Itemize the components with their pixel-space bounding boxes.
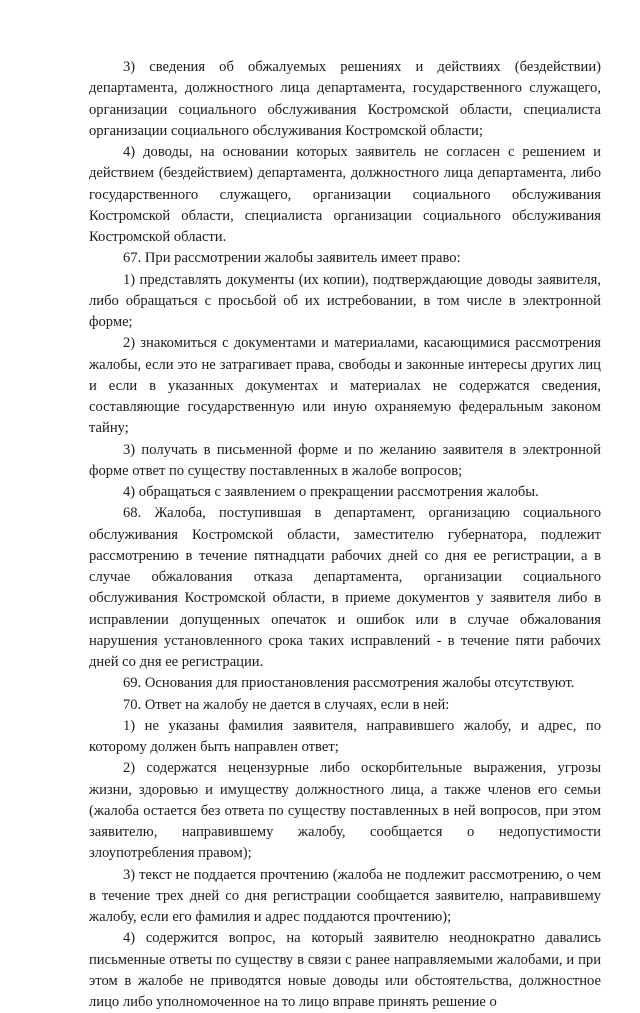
document-body xyxy=(89,57,601,1013)
paragraph-67-item-1: 1) представлять документы (их копии), подтверждающие доводы заявителя, либо обращаться с просьбой об их истребовании, в том числе в электронной форме; xyxy=(89,271,601,330)
paragraph-70-heading: 70. Ответ на жалобу не дается в случаях, если в ней: xyxy=(123,696,450,713)
paragraph-70-item-1: 1) не указаны фамилия заявителя, направившего жалобу, и адрес, по которому должен быть направлен ответ; xyxy=(89,717,601,755)
paragraph-67-heading: 67. При рассмотрении жалобы заявитель имеет право: xyxy=(123,250,461,267)
paragraph-66-item-4: 4) доводы, на основании которых заявитель не согласен с решением и действием (бездействием) департамента, должностного лица департамента, либо государственного служащего, организации социального обслуживания Костромской области, специалиста организации социального обслуживания Костромской области. xyxy=(89,144,601,245)
paragraph-70-item-2: 2) содержатся нецензурные либо оскорбительные выражения, угрозы жизни, здоровью и имуществу должностного лица, а также членов его семьи (жалоба остается без ответа по существу поставленных в ней вопросов, при этом заявителю, направившему жалобу, сообщается о недопустимости злоупотребления правом); xyxy=(89,760,601,862)
paragraph-70-item-3: 3) текст не поддается прочтению (жалоба не подлежит рассмотрению, о чем в течение трех дней со дня регистрации сообщается заявителю, направившему жалобу, если его фамилия и адрес поддаются прочтению); xyxy=(89,866,601,925)
paragraph-69: 69. Основания для приостановления рассмотрения жалобы отсутствуют. xyxy=(123,675,575,692)
paragraph-67-item-3: 3) получать в письменной форме и по желанию заявителя в электронной форме ответ по существу поставленных в жалобе вопросов; xyxy=(89,441,601,479)
paragraph-70-item-4: 4) содержится вопрос, на который заявителю неоднократно давались письменные ответы по существу в связи с ранее направляемыми жалобами, и при этом в жалобе не приводятся новые доводы или обстоятельства, должностное лицо либо уполномоченное на то лицо вправе принять решение о xyxy=(89,930,601,1010)
paragraph-67-item-2: 2) знакомиться с документами и материалами, касающимися рассмотрения жалобы, если это не затрагивает права, свободы и законные интересы других лиц и если в указанных документах и материалах не содержатся сведения, составляющие государственную или иную охраняемую федеральным законом тайну; xyxy=(89,335,601,437)
paragraph-66-item-3: 3) сведения об обжалуемых решениях и действиях (бездействии) департамента, должностного лица департамента, государственного служащего, организации социального обслуживания Костромской области, специалиста организации социального обслуживания Костромской области; xyxy=(89,59,601,139)
paragraph-68: 68. Жалоба, поступившая в департамент, организацию социального обслуживания Костромской области, заместителю губернатора, подлежит рассмотрению в течение пятнадцати рабочих дней со дня ее регистрации, а в случае обжалования отказа департамента, организации социального обслуживания Костромской области, в приеме документов у заявителя либо в исправлении допущенных опечаток и ошибок или в случае обжалования нарушения установленного срока таких исправлений - в течение пяти рабочих дней со дня ее регистрации. xyxy=(89,505,601,670)
paragraph-67-item-4: 4) обращаться с заявлением о прекращении рассмотрения жалобы. xyxy=(123,484,539,500)
